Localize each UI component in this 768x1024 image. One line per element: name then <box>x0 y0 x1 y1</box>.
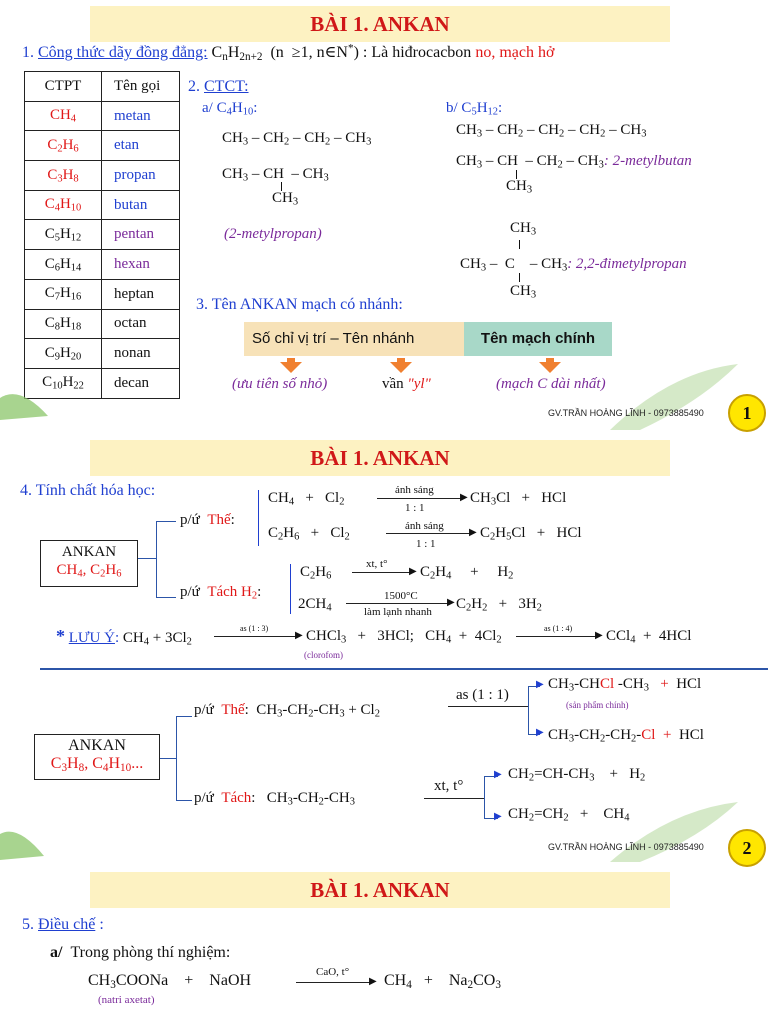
branch-line <box>528 686 529 734</box>
table-row: $C_4H_{10}$ butan <box>25 190 180 220</box>
neopentane-bottom: $CH_3$ <box>510 283 537 301</box>
pentane-formula: $CH_3 - CH_2 - CH_2 - CH_2 - CH_3$ <box>456 122 647 140</box>
arrow-head-icon: ▶ <box>469 527 477 538</box>
arrow-head-icon: ▶ <box>447 597 455 608</box>
cond-ratio-1: 1 : 1 <box>405 502 425 514</box>
table-cell-name: butan <box>102 190 180 220</box>
table-cell-name: etan <box>102 131 180 161</box>
a-text: Trong phòng thí nghiệm: <box>70 944 231 961</box>
section5-num: 5. <box>22 916 34 933</box>
pu-label: p/ứ <box>194 702 214 718</box>
leaf-decoration-icon <box>610 362 740 432</box>
luu-y-line: * LƯU Ý: $CH_4 + 3Cl_2$ <box>56 626 192 648</box>
note-left: (ưu tiên số nhỏ) <box>232 376 328 392</box>
arrow-head-icon: ▶ <box>460 492 468 503</box>
table-row: $CH_4$ metan <box>25 101 180 131</box>
product-minor: $CH_3-CH_2-CH_2-Cl$ + HCl <box>548 727 704 745</box>
table-cell-name: decan <box>102 368 180 398</box>
arrow-head-icon: ▶ <box>536 679 544 690</box>
section1-desc: : Là hiđrocacbon <box>362 44 472 61</box>
branch-line <box>176 800 192 801</box>
table-row: $C_5H_{12}$ pentan <box>25 220 180 250</box>
butane-formula: $CH_3 - CH_2 - CH_2 - CH_3$ <box>222 130 372 148</box>
c4-label: a/ $C_4H_{10}$: <box>202 100 258 118</box>
naming-box-left: Số chỉ vị trí – Tên nhánh <box>244 322 464 356</box>
slide2-badge: 2 <box>728 829 766 867</box>
slide1-title: BÀI 1. ANKAN <box>90 6 670 42</box>
pu-label: p/ứ <box>194 790 214 806</box>
note-mid <box>382 376 431 393</box>
table-row: $C_2H_6$ etan <box>25 131 180 161</box>
leaf-decoration-icon <box>0 820 46 860</box>
table-cell-name: heptan <box>102 279 180 309</box>
cond-cool: làm lạnh nhanh <box>364 606 432 618</box>
ankan-box-1: ANKAN $CH_4$, $C_2H_6$ <box>40 540 138 587</box>
section3-heading: 3. Tên ANKAN mạch có nhánh: <box>196 296 403 313</box>
rxn-c2h6-products: $C_2H_5Cl$ + HCl <box>480 525 582 543</box>
branch-line <box>484 776 485 818</box>
table-cell-name: propan <box>102 161 180 191</box>
bond-line <box>519 240 520 249</box>
branch-line <box>176 716 192 717</box>
isobutane-formula: $CH_3$ – CH – $CH_3$ <box>222 166 329 184</box>
section4-heading: 4. Tính chất hóa học: <box>20 482 156 499</box>
clorofom-note: (clorofom) <box>304 650 343 660</box>
c5-label: b/ $C_5H_{12}$: <box>446 100 503 118</box>
branch-line <box>156 521 176 522</box>
name-2-metylpropan: (2-metylpropan) <box>224 226 322 242</box>
arrow-head-icon: ▶ <box>295 630 303 641</box>
ankan-table <box>24 71 180 399</box>
table-header-name: Tên gọi <box>102 72 180 102</box>
table-row: $C_{10}H_{22}$ decan <box>25 368 180 398</box>
reaction-arrow <box>516 636 598 637</box>
luu-y-label: LƯU Ý <box>68 630 115 646</box>
cond-light-2: ánh sáng <box>405 520 444 532</box>
slide1-footer: GV.TRẦN HOÀNG LĨNH - 0973885490 <box>548 408 704 418</box>
orange-arrow-icon <box>539 362 561 373</box>
isopentane-formula: $CH_3$ – CH – $CH_2 - CH_3$: 2-metylbutan <box>456 153 692 171</box>
pu-the-1: p/ứ Thế: <box>180 512 235 528</box>
table-cell-name: hexan <box>102 250 180 280</box>
rxn-c2h6-tach-products: $C_2H_4$ + $H_2$ <box>420 564 514 582</box>
xt-t-cond: xt, t° <box>434 778 464 794</box>
naming-box-right: Tên mạch chính <box>464 322 612 356</box>
table-cell-name: octan <box>102 309 180 339</box>
table-cell-name: nonan <box>102 339 180 369</box>
product-main: $CH_3$-CHCl $-CH_3$ + HCl <box>548 676 702 694</box>
pu-label: p/ứ <box>180 584 200 600</box>
orange-arrow-icon <box>280 362 302 373</box>
the-label: Thế <box>207 512 231 528</box>
cond-xt-1: xt, t° <box>366 558 388 570</box>
reaction-arrow <box>386 533 472 534</box>
neopentane-formula: $CH_3$ – C – $CH_3$: 2,2-đimetylpropan <box>460 256 687 274</box>
reaction-arrow <box>352 572 412 573</box>
orange-arrow-icon <box>390 362 412 373</box>
section1-heading: 1. Công thức dãy đồng đẳng: $C_nH_{2n+2}$ (n ≥1, n∈N*) : Là hiđrocacbon no, mạch hở <box>22 42 555 63</box>
arrow-head-icon: ▶ <box>595 630 603 641</box>
cond-as13: as (1 : 3) <box>240 624 269 633</box>
branch-line <box>156 597 176 598</box>
cond-cao: CaO, t° <box>316 966 350 978</box>
slide1-badge: 1 <box>728 394 766 432</box>
bracket-line <box>258 490 259 546</box>
tach-product-2: $CH_2=CH_2$ + $CH_4$ <box>508 806 630 824</box>
table-row: $C_6H_{14}$ hexan <box>25 250 180 280</box>
note-mid-a: vần <box>382 376 404 392</box>
a-label: a/ <box>50 944 63 961</box>
tach-label: Tách <box>221 790 252 806</box>
table-row: $C_7H_{16}$ heptan <box>25 279 180 309</box>
reaction-arrow <box>448 706 528 707</box>
prep-products: $CH_4$ + $Na_2CO_3$ <box>384 972 501 991</box>
neopentane-top: $CH_3$ <box>510 220 537 238</box>
lab-line <box>50 944 230 962</box>
luu-y-rxn-b: CCl$_4$ + 4HCl <box>606 628 692 646</box>
pu-label: p/ứ <box>180 512 200 528</box>
reaction-arrow <box>296 982 372 983</box>
cond-as14: as (1 : 4) <box>544 624 573 633</box>
reaction-arrow <box>346 603 450 604</box>
isopentane-branch: $CH_3$ <box>506 178 533 196</box>
c5-prefix: b/ <box>446 100 458 116</box>
reaction-arrow <box>377 498 463 499</box>
leaf-decoration-icon <box>0 380 50 420</box>
pu-tach-2: p/ứ Tách: $CH_3-CH_2-CH_3$ <box>194 790 355 808</box>
prep-reactants: $CH_3COONa$ + NaOH <box>88 972 252 991</box>
the-label: Thế <box>221 702 245 718</box>
arrow-head-icon: ▶ <box>494 769 502 780</box>
c4-prefix: a/ <box>202 100 213 116</box>
slide2-title: BÀI 1. ANKAN <box>90 440 670 476</box>
cond-light-1: ánh sáng <box>395 484 434 496</box>
table-cell-name: metan <box>102 101 180 131</box>
cond-1500: 1500°C <box>384 590 418 602</box>
note-mid-b: "yl" <box>407 376 431 392</box>
ankan-box-2: ANKAN $C_3H_8$, $C_4H_{10}$... <box>34 734 160 780</box>
as11-cond: as (1 : 1) <box>456 687 509 703</box>
separator-line <box>40 668 768 670</box>
table-cell-name: pentan <box>102 220 180 250</box>
natri-axetat-note: (natri axetat) <box>98 994 155 1006</box>
rxn-ch4-products: $CH_3Cl$ + HCl <box>470 490 567 508</box>
table-row: $C_8H_{18}$ octan <box>25 309 180 339</box>
table-row: $C_3H_8$ propan <box>25 161 180 191</box>
section1-label: Công thức dãy đồng đẳng: <box>38 44 208 61</box>
branch-line <box>160 758 176 759</box>
pu-the-2: p/ứ Thế: $CH_3-CH_2-CH_3 + Cl_2$ <box>194 702 380 720</box>
ctct-heading: 2. CTCT: <box>188 78 249 95</box>
table-header-ctpt: CTPT <box>25 72 102 102</box>
table-row: $C_9H_{20}$ nonan <box>25 339 180 369</box>
section1-num: 1. <box>22 44 34 61</box>
note-right: (mạch C dài nhất) <box>496 376 606 392</box>
cond-ratio-2: 1 : 1 <box>416 538 436 550</box>
rxn-c2h6-cl2: $C_2H_6 + Cl_2$ <box>268 525 350 543</box>
tach-product-1: $CH_2=CH-CH_3$ + $H_2$ <box>508 766 646 784</box>
arrow-head-icon: ▶ <box>409 566 417 577</box>
bond-line <box>519 273 520 282</box>
arrow-head-icon: ▶ <box>494 811 502 822</box>
rxn-ch4-cl2: $CH_4 + Cl_2$ <box>268 490 345 508</box>
ankan-label-1: ANKAN <box>61 544 117 560</box>
reaction-arrow <box>424 798 484 799</box>
isobutane-branch: $CH_3$ <box>272 190 299 208</box>
arrow-head-icon: ▶ <box>536 727 544 738</box>
slide2-footer: GV.TRẦN HOÀNG LĨNH - 0973885490 <box>548 842 704 852</box>
section1-emph: no, mạch hở <box>475 44 555 61</box>
rxn-c2h6-reactant: $C_2H_6$ <box>300 564 332 582</box>
branch-line <box>176 716 177 800</box>
branch-line <box>156 521 157 597</box>
rxn-ch4-tach-products: $C_2H_2 + 3H_2$ <box>456 596 542 614</box>
rxn-ch4-tach-reactant: $2CH_4$ <box>298 596 332 614</box>
luu-y-rxn-a: CHCl$_3$ + 3HCl; $CH_4 + 4Cl_2$ <box>306 628 502 646</box>
leaf-decoration-icon <box>610 800 740 864</box>
ankan-label-2: ANKAN <box>68 737 126 754</box>
pu-tach-1: p/ứ Tách $H_2$: <box>180 584 262 602</box>
ctct-label: CTCT: <box>204 78 249 95</box>
main-product-note: (sản phẩm chính) <box>566 700 629 710</box>
name-22-dimetylpropan: : 2,2-đimetylpropan <box>567 256 687 272</box>
arrow-head-icon: ▶ <box>369 976 377 987</box>
reaction-arrow <box>214 636 298 637</box>
section5-heading: 5. Điều chế : <box>22 916 104 933</box>
slide3-title: BÀI 1. ANKAN <box>90 872 670 908</box>
name-2-metylbutan: : 2-metylbutan <box>603 153 692 169</box>
section5-label: Điều chế <box>38 916 96 933</box>
tach-h2-label: Tách H <box>207 584 252 600</box>
table-header <box>25 72 180 102</box>
bracket-line <box>290 564 291 614</box>
branch-line <box>138 558 156 559</box>
